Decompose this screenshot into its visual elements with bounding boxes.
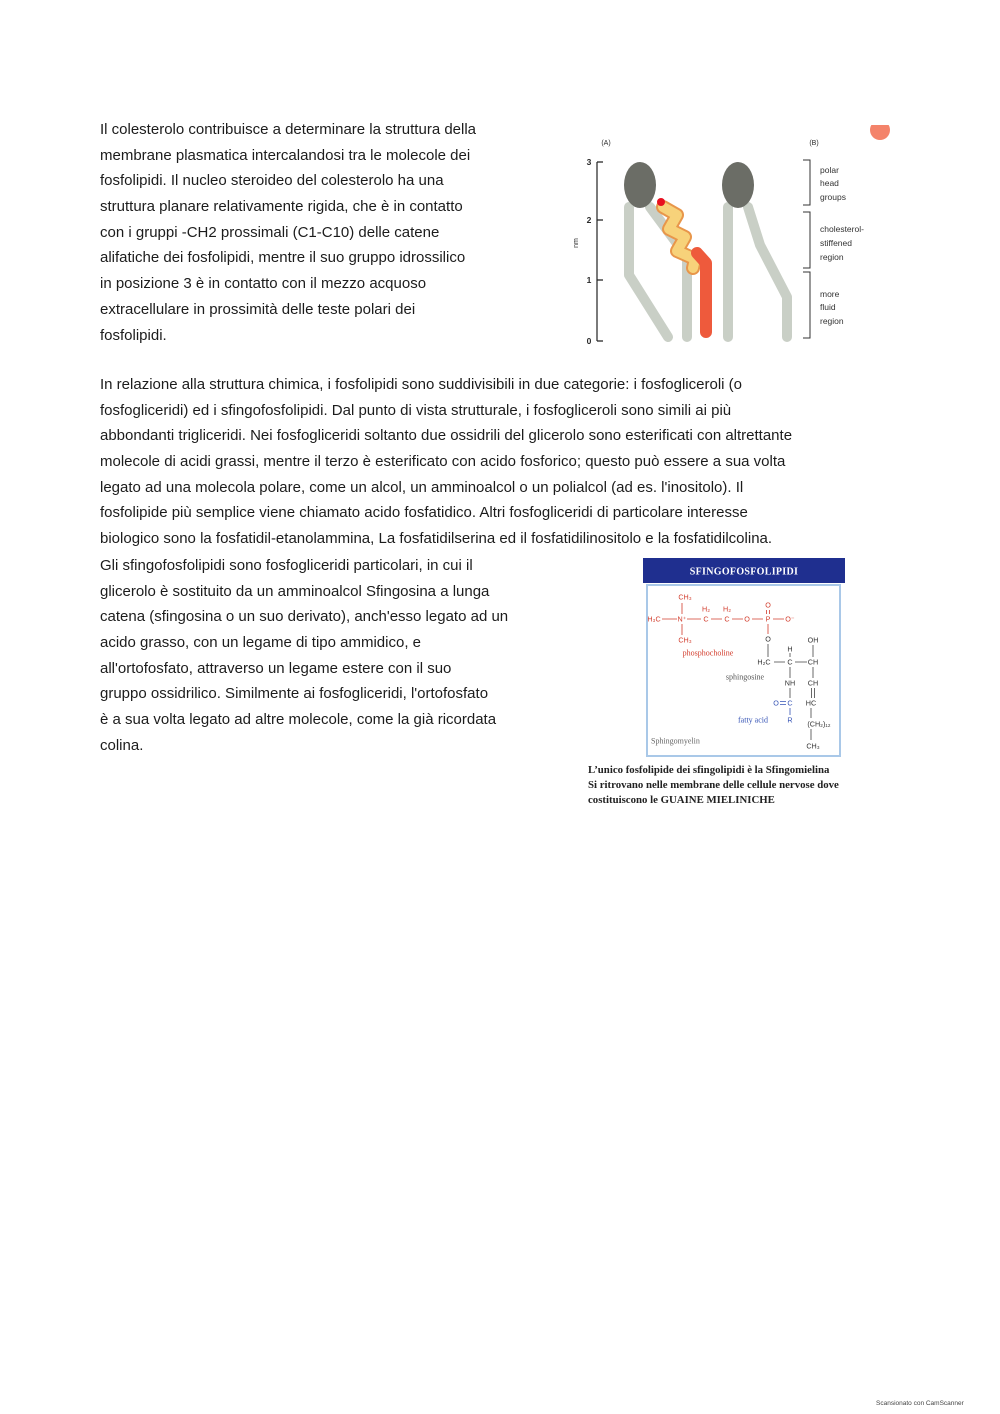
molecule-name-label: Sphingomyelin	[651, 736, 700, 746]
atom-label: O	[773, 698, 779, 708]
atom-label: H₂C	[757, 657, 771, 667]
figure-header-title: SFINGOFOSFOLIPIDI	[689, 566, 799, 578]
text-line: struttura planare relativamente rigida, che è in contatto	[100, 198, 463, 216]
region-label-cholesterol-stiffened: cholesterol-	[820, 224, 864, 234]
region-label-cholesterol-stiffened: stiffened	[820, 238, 852, 248]
axis-tick-label: 0	[586, 336, 592, 346]
sphingomyelin-figure	[643, 558, 845, 758]
text-line: in posizione 3 è in contatto con il mezzo acquoso	[100, 275, 427, 293]
text-line: acido grasso, con un legame di tipo ammidico, e	[100, 634, 422, 652]
atom-label: P	[765, 614, 771, 624]
axis-tick-label: 1	[586, 275, 592, 285]
text-line: con i gruppi -CH2 prossimali (C1-C10) delle catene	[100, 223, 440, 241]
atom-label: HC	[805, 698, 817, 708]
text-line: In relazione alla struttura chimica, i fosfolipidi sono suddivisibili in due categorie: i fosfogliceroli (o	[100, 376, 742, 393]
axis-tick-label: 3	[586, 157, 592, 167]
panel-label-b: (B)	[809, 140, 819, 147]
text-line: Gli sfingofosfolipidi sono fosfogliceridi particolari, in cui il	[100, 557, 473, 574]
atom-label: CH	[807, 657, 819, 667]
scanner-watermark: Scansionato con CamScanner	[876, 1400, 964, 1407]
sphingosine-label: sphingosine	[725, 672, 765, 682]
text-line: fosfolipidi. Il nucleo steroideo del colesterolo ha una	[100, 172, 444, 190]
atom-label: H	[787, 644, 793, 654]
text-line: molecole di acidi grassi, mentre il terzo è esterificato con acido fosforico; questo può essere a sua volta	[100, 453, 786, 471]
atom-label: H₂	[702, 604, 710, 614]
figure-caption	[588, 763, 839, 808]
text-line: Il colesterolo contribuisce a determinare la struttura della	[100, 121, 477, 138]
atom-label: NH	[784, 678, 796, 688]
atom-label: H₂	[723, 604, 731, 614]
region-label-cholesterol-stiffened: region	[820, 252, 844, 262]
atom-label: CH₃	[806, 741, 820, 751]
text-line: biologico sono la fosfatidil-etanolammina, La fosfatidilserina ed il fosfatidilinositolo e la fosfatidilcolina.	[100, 530, 773, 548]
caption-line: L’unico fosfolipide dei sfingolipidi è la Sfingomielina	[588, 764, 830, 776]
atom-label: CH₃	[678, 592, 692, 602]
caption-line: costituiscono le GUAINE MIELINICHE	[588, 794, 775, 806]
atom-label: O	[744, 614, 750, 624]
atom-label: C	[724, 614, 730, 624]
paragraph-cholesterol	[100, 117, 476, 348]
text-line: colina.	[100, 736, 144, 754]
region-brackets	[803, 160, 810, 338]
atom-label: O	[765, 634, 771, 644]
text-line: glicerolo è sostituito da un amminoalcol Sfingosina a lunga	[100, 582, 490, 600]
atom-label: CH₃	[678, 635, 692, 645]
region-label-more-fluid: more	[820, 289, 840, 299]
decorative-dot	[870, 125, 890, 140]
phospholipid-head	[722, 162, 754, 208]
text-line: è a sua volta legato ad altre molecole, come la già ricordata	[100, 711, 497, 729]
scale-axis	[597, 162, 603, 341]
paragraph-sphingophospholipids	[100, 553, 508, 759]
text-line: fosfogliceridi) ed i sfingofosfolipidi. Dal punto di vista strutturale, i fosfogliceroli sono simili ai più	[100, 401, 732, 419]
hydroxyl-group	[657, 198, 665, 206]
atom-label: (CH₂)₁₂	[807, 719, 831, 729]
caption-line: Si ritrovano nelle membrane delle cellule nervose dove	[588, 779, 839, 791]
region-label-more-fluid: region	[820, 316, 844, 326]
phosphocholine-label: phosphocholine	[682, 648, 734, 658]
paragraph-classification	[100, 372, 792, 552]
text-line: gruppo ossidrilico. Similmente ai fosfogliceridi, l'ortofosfato	[100, 685, 489, 703]
text-line: all'ortofosfato, attraverso un legame estere con il suo	[100, 659, 452, 677]
axis-unit-label: nm	[573, 238, 580, 248]
atom-label: C	[703, 614, 709, 624]
region-label-polar-head: head	[820, 178, 839, 188]
text-line: fosfolipide più semplice viene chiamato acido fosfatidico. Altri fosfogliceridi di particolare interesse	[100, 504, 748, 522]
atom-label: R	[787, 715, 793, 725]
panel-label-a: (A)	[601, 140, 611, 147]
text-line: fosfolipidi.	[100, 326, 167, 344]
phospholipid-head	[624, 162, 656, 208]
atom-label: N⁺	[677, 614, 687, 624]
text-line: legato ad una molecola polare, come un alcol, un amminoalcol o un polialcol (ad es. l'inositolo). Il	[100, 478, 744, 496]
membrane-cholesterol-figure	[565, 125, 905, 353]
atom-label: C	[787, 657, 793, 667]
atom-label: CH	[807, 678, 819, 688]
atom-label: H₃C	[647, 614, 661, 624]
fatty-acid-label: fatty acid	[738, 715, 768, 725]
atom-label: OH	[807, 635, 819, 645]
text-line: abbondanti trigliceridi. Nei fosfogliceridi soltanto due ossidrili del glicerolo sono esterificati con altrettante	[100, 427, 793, 445]
text-line: extracellulare in prossimità delle teste polari dei	[100, 300, 416, 318]
text-line: alifatiche dei fosfolipidi, mentre il suo gruppo idrossilico	[100, 249, 466, 267]
atom-label: O⁻	[785, 614, 795, 624]
region-label-polar-head: polar	[820, 165, 839, 175]
atom-label: C	[787, 698, 793, 708]
region-label-more-fluid: fluid	[820, 302, 836, 312]
axis-tick-label: 2	[586, 215, 592, 225]
atom-label: O	[765, 600, 771, 610]
text-line: membrane plasmatica intercalandosi tra le molecole dei	[100, 146, 471, 164]
region-label-polar-head: groups	[820, 192, 846, 202]
text-line: catena (sfingosina o un suo derivato), anch'esso legato ad un	[100, 608, 509, 626]
